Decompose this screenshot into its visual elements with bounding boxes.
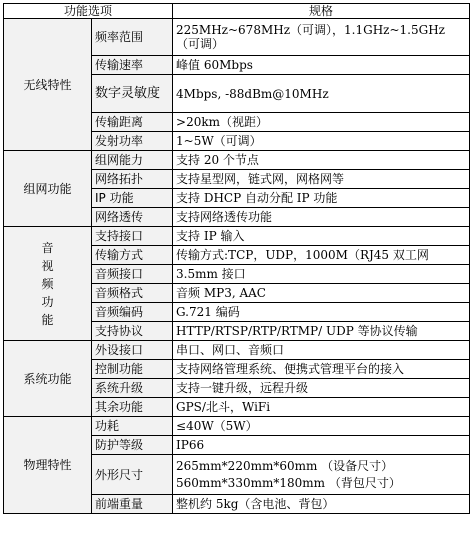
table-row — [4, 341, 470, 360]
item-value: 传输方式:TCP，UDP，1000M（RJ45 双工网 — [173, 246, 470, 265]
item-value: 支持网络管理系统、便携式管理平台的接入 — [173, 360, 470, 379]
item-label: 频率范围 — [92, 19, 173, 56]
item-label: 数字灵敏度 — [92, 75, 173, 113]
item-label: IP 功能 — [92, 189, 173, 208]
item-value: 支持一键升级，远程升级 — [173, 379, 470, 398]
item-label: 前端重量 — [92, 495, 173, 514]
item-label: 音频接口 — [92, 265, 173, 284]
item-value: >20km（视距） — [173, 113, 470, 132]
item-label: 音频格式 — [92, 284, 173, 303]
item-value: 整机约 5kg（含电池、背包） — [173, 495, 470, 514]
spec-table — [3, 3, 470, 514]
item-label: 支持协议 — [92, 322, 173, 341]
category-av — [4, 227, 92, 341]
item-value: G.721 编码 — [173, 303, 470, 322]
item-value: 3.5mm 接口 — [173, 265, 470, 284]
item-value: GPS/北斗，WiFi — [173, 398, 470, 417]
item-value: 225MHz~678MHz（可调），1.1GHz~1.5GHz（可调） — [173, 19, 470, 56]
item-value: 音频 MP3, AAC — [173, 284, 470, 303]
item-label: 其余功能 — [92, 398, 173, 417]
item-label: 支持接口 — [92, 227, 173, 246]
header-spec: 规格 — [173, 4, 470, 19]
dimension-device: 265mm*220mm*60mm （设备尺寸） — [176, 458, 394, 473]
item-value: HTTP/RTSP/RTP/RTMP/ UDP 等协议传输 — [173, 322, 470, 341]
category-system: 系统功能 — [4, 341, 92, 417]
item-value: 支持星型网，链式网，网格网等 — [173, 170, 470, 189]
table-row — [4, 417, 470, 436]
item-label: 系统升级 — [92, 379, 173, 398]
item-value: 支持网络透传功能 — [173, 208, 470, 227]
item-value: IP66 — [173, 436, 470, 455]
category-physical: 物理特性 — [4, 417, 92, 514]
item-value: 支持 20 个节点 — [173, 151, 470, 170]
item-label: 传输速率 — [92, 56, 173, 75]
item-value: ≤40W（5W） — [173, 417, 470, 436]
item-value: 峰值 60Mbps — [173, 56, 470, 75]
item-label: 传输方式 — [92, 246, 173, 265]
header-row — [4, 4, 470, 19]
item-value: 支持 IP 输入 — [173, 227, 470, 246]
item-label: 网络透传 — [92, 208, 173, 227]
item-label: 音频编码 — [92, 303, 173, 322]
item-value: 支持 DHCP 自动分配 IP 功能 — [173, 189, 470, 208]
item-label: 控制功能 — [92, 360, 173, 379]
item-value: 串口、网口、音频口 — [173, 341, 470, 360]
table-row — [4, 227, 470, 246]
item-value: 4Mbps, -88dBm@10MHz — [173, 75, 470, 113]
item-label: 发射功率 — [92, 132, 173, 151]
item-label: 组网能力 — [92, 151, 173, 170]
item-label: 外设接口 — [92, 341, 173, 360]
item-label: 传输距离 — [92, 113, 173, 132]
table-row — [4, 19, 470, 56]
item-value: 1~5W（可调） — [173, 132, 470, 151]
dimension-backpack: 560mm*330mm*180mm （背包尺寸） — [176, 475, 401, 490]
item-label: 功耗 — [92, 417, 173, 436]
table-row — [4, 151, 470, 170]
item-label: 外形尺寸 — [92, 455, 173, 495]
item-value-multiline — [173, 455, 470, 495]
item-label: 防护等级 — [92, 436, 173, 455]
category-av-label: 音视频功能 — [41, 240, 54, 327]
category-networking: 组网功能 — [4, 151, 92, 227]
item-label: 网络拓扑 — [92, 170, 173, 189]
category-wireless: 无线特性 — [4, 19, 92, 151]
header-feature: 功能选项 — [4, 4, 173, 19]
